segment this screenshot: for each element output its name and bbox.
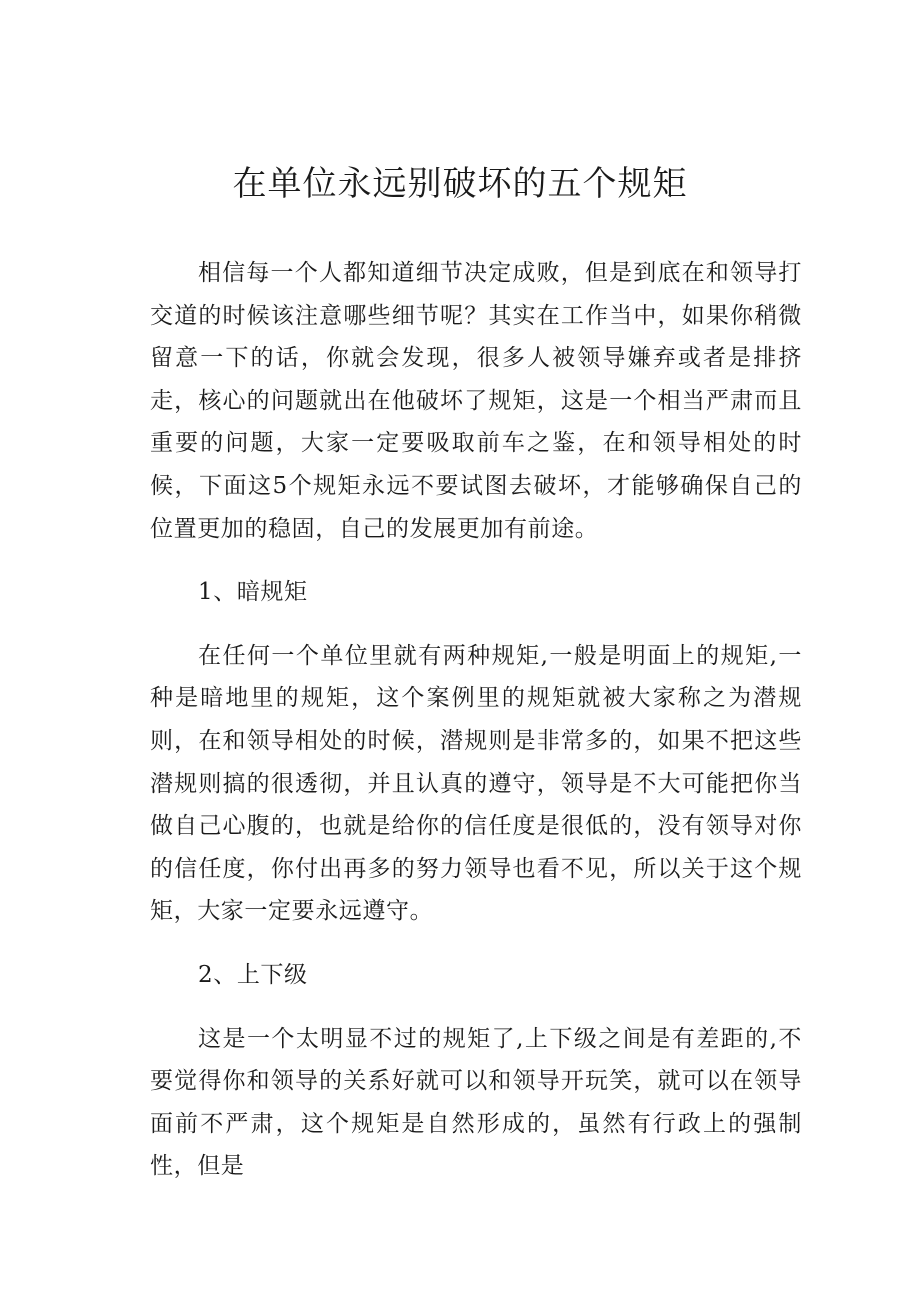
section-1-paragraph: 在任何一个单位里就有两种规矩,一般是明面上的规矩,一种是暗地里的规矩，这个案例里的规矩就被大家称之为潜规则，在和领导相处的时候，潜规则是非常多的，如果不把这些潜规则搞的很透彻，并且认真的遵守，领导是不大可能把你当做自己心腹的，也就是给你的信任度是很低的，没有领导对你的信任度，你付出再多的努力领导也看不见，所以关于这个规矩，大家一定要永远遵守。: [150, 642, 802, 925]
section-2-heading: 2、上下级: [198, 961, 308, 988]
section-1-heading: 1、暗规矩: [198, 579, 308, 606]
section-2-paragraph: 这是一个太明显不过的规矩了,上下级之间是有差距的,不要觉得你和领导的关系好就可以和领导开玩笑，就可以在领导面前不严肃，这个规矩是自然形成的，虽然有行政上的强制性，但是: [150, 1025, 802, 1180]
intro-paragraph: 相信每一个人都知道细节决定成败，但是到底在和领导打交道的时候该注意哪些细节呢？其实在工作当中，如果你稍微留意一下的话，你就会发现，很多人被领导嫌弃或者是排挤走，核心的问题就出在他破坏了规矩，这是一个相当严肃而且重要的问题，大家一定要吸取前车之鉴，在和领导相处的时候，下面这5个规矩永远不要试图去破坏，才能够确保自己的位置更加的稳固，自己的发展更加有前途。: [150, 260, 802, 542]
document-title: 在单位永远别破坏的五个规矩: [232, 164, 688, 204]
document-body: [150, 252, 802, 1188]
